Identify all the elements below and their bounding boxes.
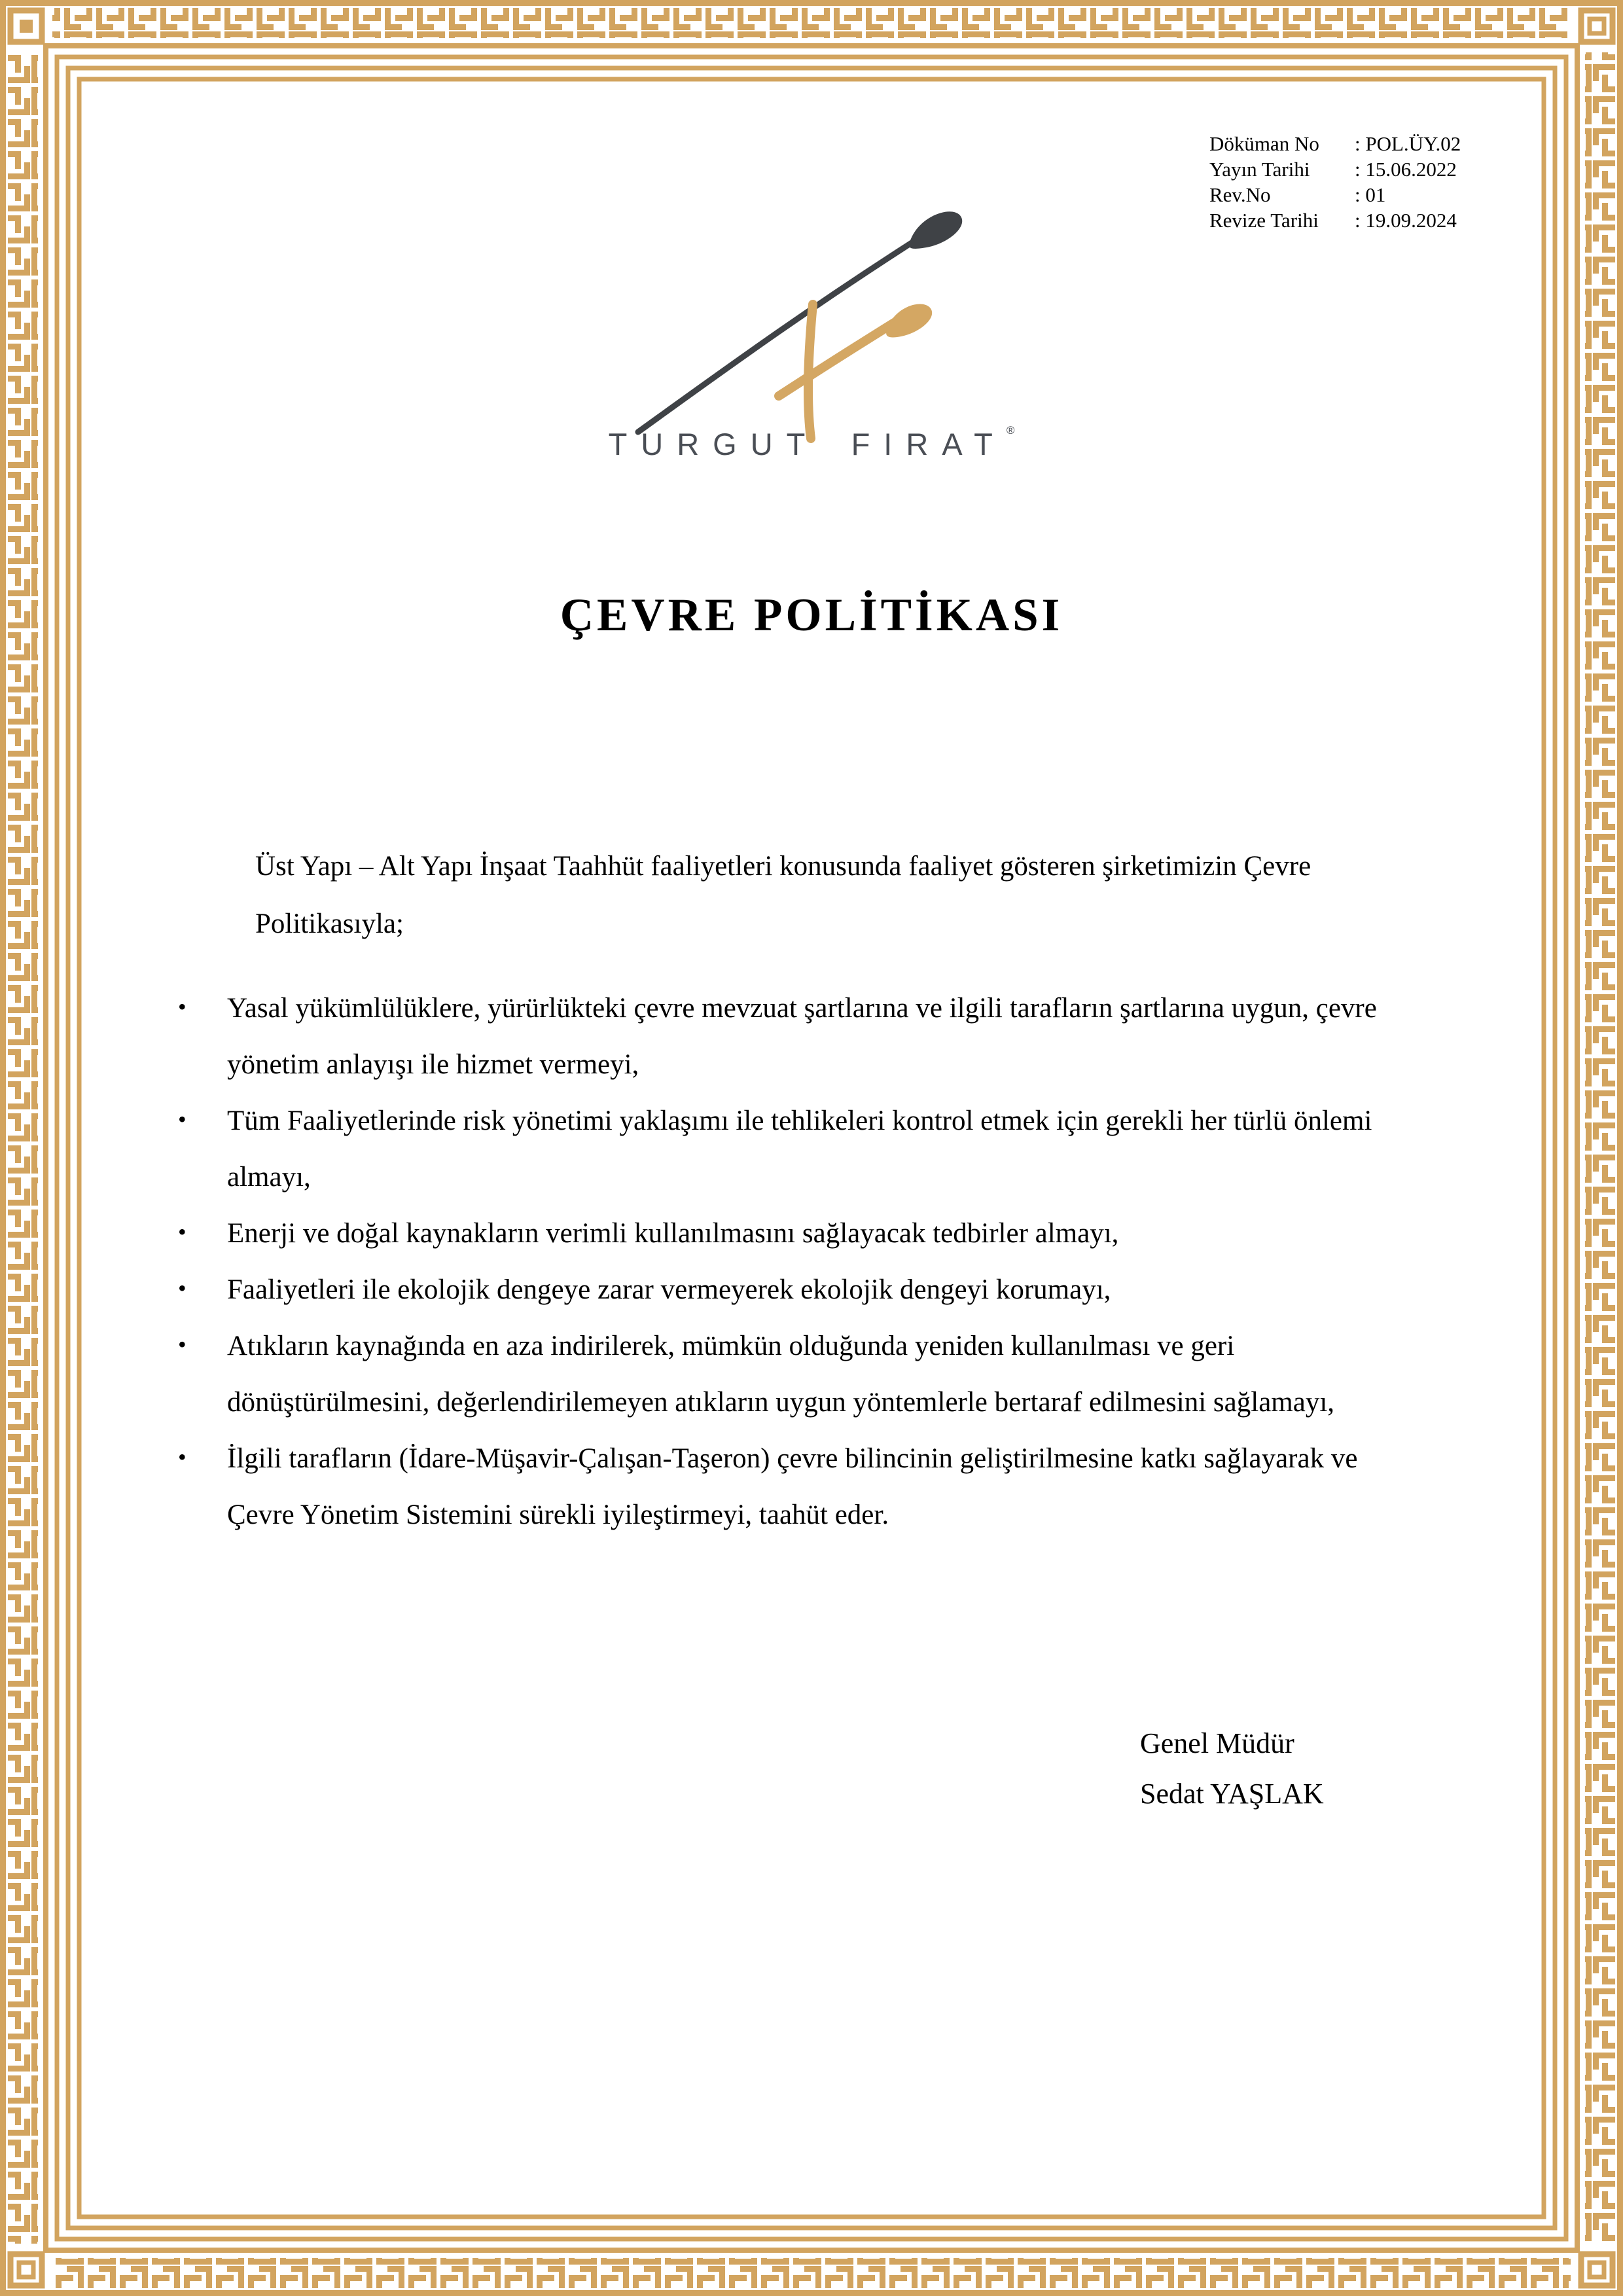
bullet-marker: • — [178, 1444, 187, 1470]
policy-item-text: Faaliyetleri ile ekolojik dengeye zarar vermeyerek ekolojik dengeyi korumayı, — [227, 1274, 1111, 1305]
policy-item — [178, 1318, 1412, 1431]
policy-item-text: Enerji ve doğal kaynakların verimli kullanılmasını sağlayacak tedbirler almayı, — [227, 1218, 1119, 1249]
signature-block — [1140, 1718, 1324, 1819]
signer-role: Genel Müdür — [1140, 1727, 1294, 1759]
doc-info-label: Yayın Tarihi — [1209, 158, 1310, 181]
policy-item — [178, 1093, 1412, 1206]
doc-info-row — [1209, 131, 1461, 156]
doc-info-label: Rev.No — [1209, 183, 1271, 206]
bullet-marker: • — [178, 994, 187, 1020]
doc-info-label: Revize Tarihi — [1209, 209, 1319, 232]
page-title: ÇEVRE POLİTİKASI — [560, 590, 1063, 641]
corner-ornament-bottom-right — [1581, 2254, 1613, 2286]
policy-item-text: Yasal yükümlülüklere, yürürlükteki çevre mevzuat şartlarına ve ilgili tarafların şartlarına uygun, çevre yönetim anlayışı ile hizmet vermeyi, — [227, 993, 1377, 1080]
policy-item-text: Atıkların kaynağında en aza indirilerek, mümkün olduğunda yeniden kullanılması ve geri dönüştürülmesini, değerlendirilemeyen atıkların uygun yöntemlerle bertaraf edilmesini sağlamayı, — [227, 1331, 1335, 1418]
logo-wordmark-text: TURGUT FIRAT — [608, 427, 1007, 461]
corner-ornament-bottom-left — [10, 2254, 42, 2286]
company-logo-mark — [582, 177, 1041, 452]
doc-info-row — [1209, 182, 1461, 207]
doc-info-value: : 01 — [1355, 183, 1386, 206]
doc-info-value: : 15.06.2022 — [1355, 158, 1457, 181]
corner-ornament-top-right — [1581, 10, 1613, 42]
policy-item — [178, 1431, 1412, 1543]
bullet-marker: • — [178, 1106, 187, 1132]
corner-ornament-top-left — [10, 10, 42, 42]
policy-list — [178, 980, 1412, 1543]
policy-item — [178, 1206, 1412, 1262]
doc-info-row — [1209, 156, 1461, 182]
doc-info-row — [1209, 207, 1461, 233]
signer-name: Sedat YAŞLAK — [1140, 1778, 1324, 1810]
policy-item — [178, 980, 1412, 1093]
logo-wordmark — [0, 424, 1623, 462]
registered-mark: ® — [1006, 424, 1015, 437]
policy-item — [178, 1262, 1412, 1318]
doc-info-label: Döküman No — [1209, 132, 1319, 155]
doc-info-value: : POL.ÜY.02 — [1355, 132, 1461, 155]
doc-info-value: : 19.09.2024 — [1355, 209, 1457, 232]
policy-item-text: İlgili tarafların (İdare-Müşavir-Çalışan-Taşeron) çevre bilincinin geliştirilmesine katkı sağlayarak ve Çevre Yönetim Sistemini sürekli iyileştirmeyi, taahüt eder. — [227, 1443, 1358, 1530]
bullet-marker: • — [178, 1275, 187, 1301]
bullet-marker: • — [178, 1331, 187, 1357]
policy-item-text: Tüm Faaliyetlerinde risk yönetimi yaklaşımı ile tehlikeleri kontrol etmek için gerekli her türlü önlemi almayı, — [227, 1105, 1372, 1193]
bullet-marker: • — [178, 1219, 187, 1245]
intro-paragraph: Üst Yapı – Alt Yapı İnşaat Taahhüt faaliyetleri konusunda faaliyet gösteren şirketimizin Çevre Politikasıyla; — [255, 851, 1311, 939]
doc-info — [1209, 131, 1461, 233]
